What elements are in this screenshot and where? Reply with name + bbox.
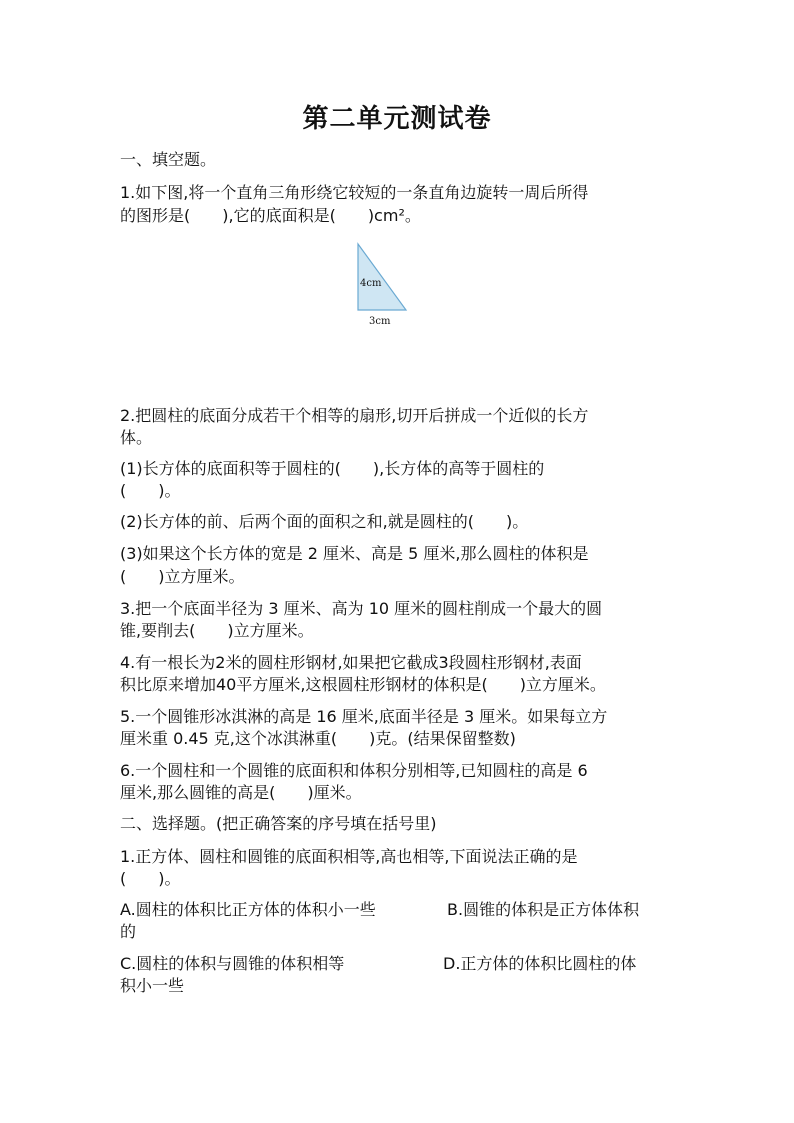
question-3-line-2: 锥,要削去( )立方厘米。	[120, 621, 314, 640]
choice-question-1-line-2: ( )。	[120, 869, 181, 888]
section-heading-fill-blank: 一、填空题。	[120, 150, 217, 169]
question-6-line-1: 6.一个圆柱和一个圆锥的底面积和体积分别相等,已知圆柱的高是 6	[120, 761, 588, 780]
question-2-sub-3-line-2: ( )立方厘米。	[120, 567, 245, 586]
question-2-sub-2: (2)长方体的前、后两个面的面积之和,就是圆柱的( )。	[120, 512, 529, 531]
question-5-line-1: 5.一个圆锥形冰淇淋的高是 16 厘米,底面半径是 3 厘米。如果每立方	[120, 707, 608, 726]
triangle-base-label: 3cm	[369, 316, 391, 327]
choice-option-d: D.正方体的体积比圆柱的体	[443, 954, 637, 973]
question-4-line-2: 积比原来增加40平方厘米,这根圆柱形钢材的体积是( )立方厘米。	[120, 675, 606, 694]
question-2-line-2: 体。	[120, 428, 153, 447]
question-2-sub-3-line-1: (3)如果这个长方体的宽是 2 厘米、高是 5 厘米,那么圆柱的体积是	[120, 544, 589, 563]
question-2-line-1: 2.把圆柱的底面分成若干个相等的扇形,切开后拼成一个近似的长方	[120, 406, 589, 425]
question-4-line-1: 4.有一根长为2米的圆柱形钢材,如果把它截成3段圆柱形钢材,表面	[120, 653, 582, 672]
right-triangle-shape	[358, 244, 406, 310]
page-title: 第二单元测试卷	[302, 104, 492, 134]
question-2-sub-1-line-2: ( )。	[120, 481, 181, 500]
question-5-line-2: 厘米重 0.45 克,这个冰淇淋重( )克。(结果保留整数)	[120, 729, 516, 748]
triangle-height-label: 4cm	[360, 278, 382, 289]
question-2-sub-1-line-1: (1)长方体的底面积等于圆柱的( ),长方体的高等于圆柱的	[120, 459, 545, 478]
question-1-line-1: 1.如下图,将一个直角三角形绕它较短的一条直角边旋转一周后所得	[120, 183, 589, 202]
choice-option-b-continued: 的	[120, 922, 137, 941]
choice-option-c: C.圆柱的体积与圆锥的体积相等	[120, 954, 345, 973]
question-6-line-2: 厘米,那么圆锥的高是( )厘米。	[120, 783, 362, 802]
choice-option-a: A.圆柱的体积比正方体的体积小一些	[120, 900, 376, 919]
choice-option-d-continued: 积小一些	[120, 976, 185, 995]
question-1-line-2: 的图形是( ),它的底面积是( )cm²。	[120, 206, 421, 225]
section-heading-multiple-choice: 二、选择题。(把正确答案的序号填在括号里)	[120, 814, 437, 833]
question-3-line-1: 3.把一个底面半径为 3 厘米、高为 10 厘米的圆柱削成一个最大的圆	[120, 599, 603, 618]
right-triangle-figure	[352, 240, 422, 330]
choice-question-1-line-1: 1.正方体、圆柱和圆锥的底面积相等,高也相等,下面说法正确的是	[120, 847, 578, 866]
choice-option-b: B.圆锥的体积是正方体体积	[447, 900, 640, 919]
